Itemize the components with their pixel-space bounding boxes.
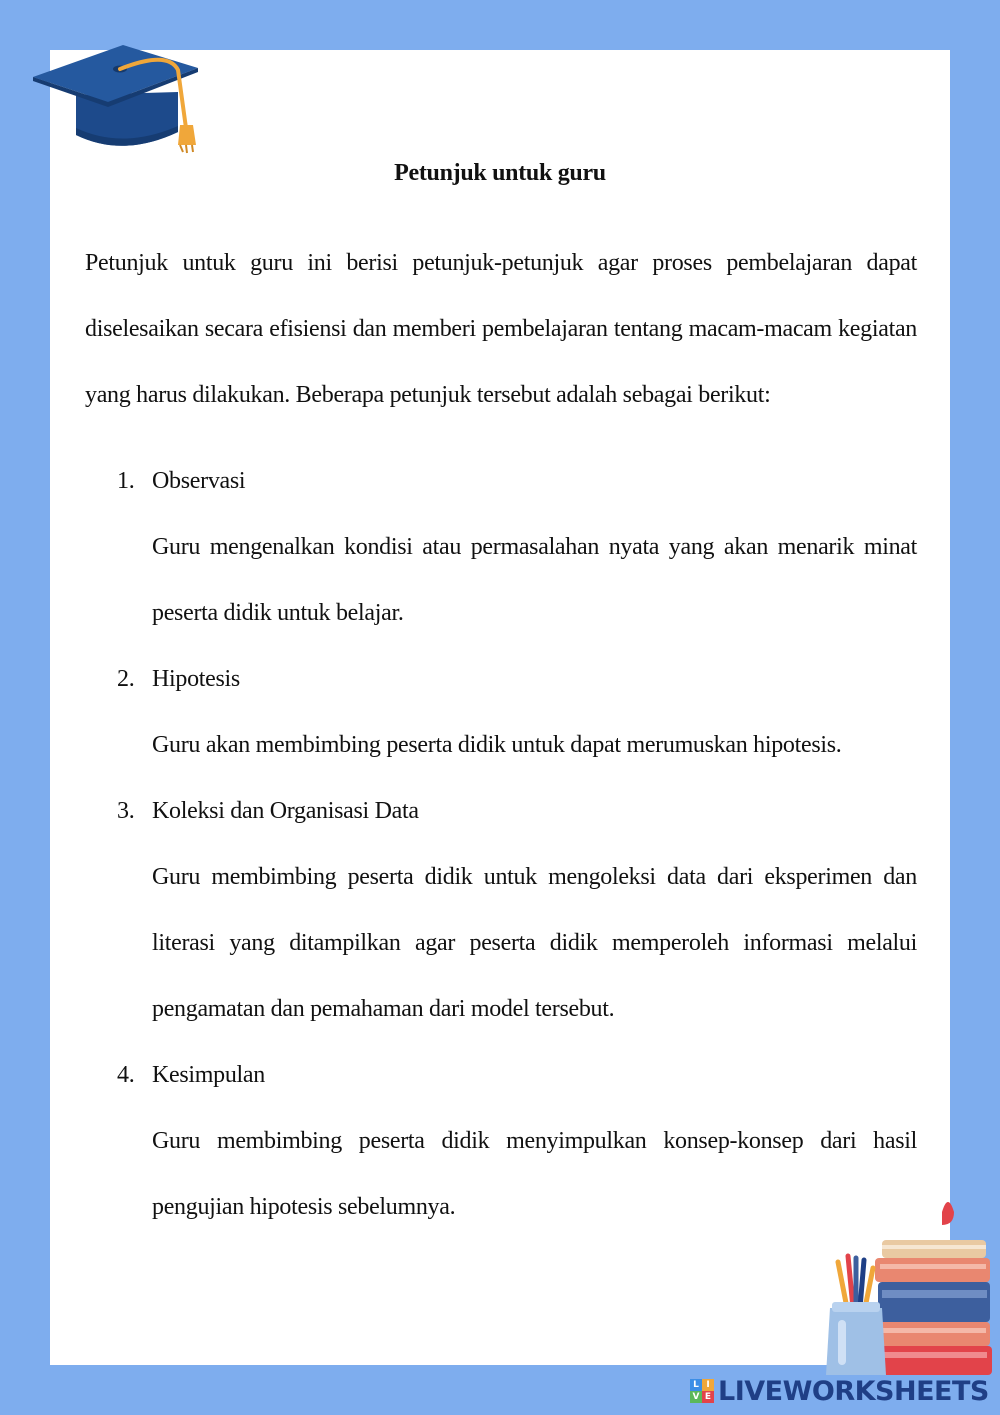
list-item [117, 448, 917, 646]
item-number: 4. [117, 1062, 135, 1088]
list-item [117, 778, 917, 1042]
liveworksheets-logo [690, 1379, 714, 1403]
watermark-text: LIVEWORKSHEETS [718, 1375, 989, 1407]
instruction-list [117, 448, 917, 1240]
item-description: Guru membimbing peserta didik untuk mengoleksi data dari eksperimen dan literasi yang ditampilkan agar peserta didik memperoleh informasi melalui pengamatan dan pemahaman dari model tersebut. [152, 864, 917, 1022]
item-description: Guru mengenalkan kondisi atau permasalahan nyata yang akan menarik minat peserta didik untuk belajar. [152, 534, 917, 626]
item-description: Guru membimbing peserta didik menyimpulkan konsep-konsep dari hasil pengujian hipotesis sebelumnya. [152, 1128, 917, 1220]
graduation-cap-icon [28, 40, 208, 155]
liveworksheets-watermark [690, 1375, 989, 1407]
logo-letter: V [690, 1391, 702, 1403]
item-number: 1. [117, 468, 135, 494]
books-and-pencil-cup-icon [820, 1190, 1000, 1375]
list-item [117, 1042, 917, 1240]
list-item [117, 646, 917, 778]
item-description: Guru akan membimbing peserta didik untuk dapat merumuskan hipotesis. [152, 732, 842, 758]
page-title: Petunjuk untuk guru [394, 160, 606, 186]
item-heading: Koleksi dan Organisasi Data [152, 798, 419, 824]
item-heading: Kesimpulan [152, 1062, 265, 1088]
logo-letter: I [702, 1379, 714, 1391]
item-heading: Hipotesis [152, 666, 240, 692]
logo-letter: E [702, 1391, 714, 1403]
intro-paragraph: Petunjuk untuk guru ini berisi petunjuk-petunjuk agar proses pembelajaran dapat diselesaikan secara efisiensi dan memberi pembelajaran tentang macam-macam kegiatan yang harus dilakukan. Beberapa petunjuk tersebut adalah sebagai berikut: [85, 250, 917, 408]
logo-letter: L [690, 1379, 702, 1391]
item-heading: Observasi [152, 468, 246, 494]
item-number: 2. [117, 666, 135, 692]
item-number: 3. [117, 798, 135, 824]
